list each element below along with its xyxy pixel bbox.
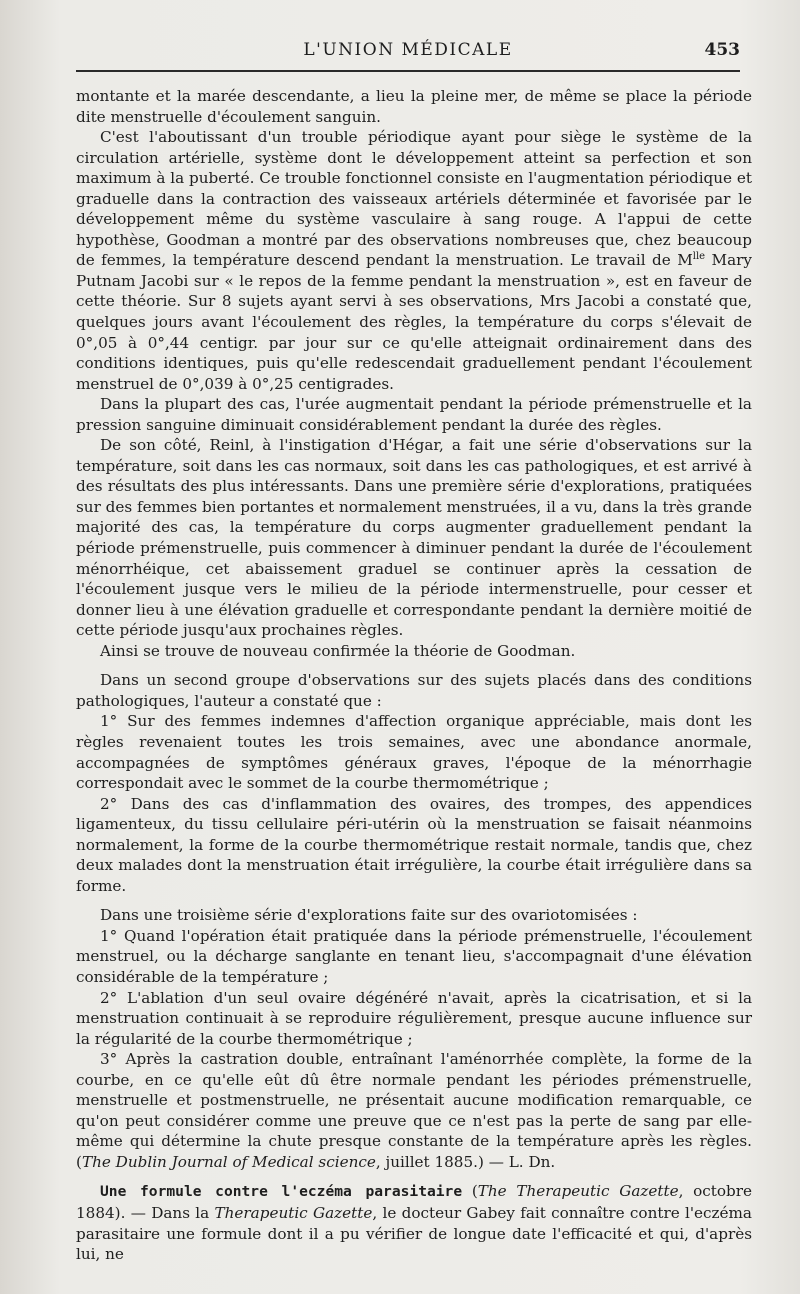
- paragraph-text: , juillet 1885.) — L. Dn.: [375, 1152, 556, 1171]
- paragraph-goodman: Ainsi se trouve de nouveau confirmée la théorie de Goodman.: [100, 641, 576, 660]
- journal-title: The Dublin Journal of Medical science: [81, 1152, 376, 1171]
- article-heading: Une formule contre l'eczéma parasitaire: [100, 1183, 463, 1201]
- journal-title: The Therapeutic Gazette: [477, 1182, 679, 1201]
- list-item-1b: 1° Quand l'opération était pratiquée dans la période prémenstruelle, l'écoulement menstruel, ou la décharge sanglante en tenant lieu, s'accompagnait d'une élévation considérable de la température ;: [76, 926, 752, 986]
- paragraph-circulation-theory: [76, 127, 752, 394]
- list-item-2b: 2° L'ablation d'un seul ovaire dégénéré n'avait, après la cicatrisation, et si la menstruation continuait à se reproduire régulièrement, presque aucune influence sur la régularité de la courbe thermométrique ;: [76, 988, 752, 1048]
- list-item-3b: [76, 1049, 752, 1172]
- paragraph-second-group: Dans un second groupe d'observations sur des sujets placés dans des conditions pathologiques, l'auteur a constaté que :: [76, 671, 752, 710]
- running-title: L'UNION MÉDICALE: [303, 40, 513, 60]
- paragraph-uree: Dans la plupart des cas, l'urée augmentait pendant la période prémenstruelle et la pression sanguine diminuait considérablement pendant la durée des règles.: [76, 395, 752, 434]
- paragraph-text: C'est l'aboutissant d'un trouble périodique ayant pour siège le système de la circulation artérielle, système dont le développement atteint sa perfection et son maximum à la puberté. Ce trouble fonctionnel consiste en l'augmentation périodique et graduelle dans la contraction des vaisseaux artériels déterminée et favorisée par le développement même du système vasculaire à sang rouge. A l'appui de cette hypothèse, Goodman a montré par des observations nombreuses que, chez beaucoup de femmes, la température descend pendant la menstruation. Le travail de M: [76, 128, 752, 270]
- header-rule: [76, 70, 740, 72]
- superscript: lle: [692, 251, 706, 263]
- paragraph-text: , octobre 1884). — Dans la: [76, 1182, 752, 1222]
- paragraph-third-series: Dans une troisième série d'explorations faite sur des ovariotomisées :: [100, 906, 638, 925]
- paragraph-text: 3° Après la castration double, entraînant l'aménorrhée complète, la forme de la courbe, en ce qu'elle eût dû être normale pendant les périodes prémenstruelle, menstruelle et postmenstruelle, ne présentait aucune modification remarquable, ce qu'on peut considérer comme une preuve que ce n'est pas la perte de sang par elle-même qui détermine la chute presque constante de la température après les règles. (: [76, 1050, 752, 1171]
- list-item-2: 2° Dans des cas d'inflammation des ovaires, des trompes, des appendices ligamenteux, du tissu cellulaire péri-utérin où la menstruation se faisait néanmoins normalement, la forme de la courbe thermométrique restait normale, tandis que, chez deux malades dont la menstruation était irrégulière, la courbe était irrégulière dans sa forme.: [76, 794, 752, 895]
- page-number: 453: [704, 40, 740, 60]
- paragraph-text: Mary Putnam Jacobi sur « le repos de la femme pendant la menstruation », est en faveur de cette théorie. Sur 8 sujets ayant servi à ses observations, Mrs Jacobi a constaté que, quelques jours avant l'écoulement des règles, la température du corps s'élevait de 0°,05 à 0°,44 centigr. par jour sur ce qu'elle atteignait ordinairement dans des conditions identiques, puis qu'elle redescendait graduellement pendant l'écoulement menstruel de 0°,039 à 0°,25 centigrades.: [76, 251, 752, 393]
- body-text: [76, 86, 752, 1265]
- paragraph-reinl: De son côté, Reinl, à l'instigation d'Hégar, a fait une série d'observations sur la température, soit dans les cas normaux, soit dans les cas pathologiques, et est arrivé à des résultats des plus intéressants. Dans une première série d'explorations, pratiquées sur des femmes bien portantes et normalement menstruées, il a vu, dans la très grande majorité des cas, la température du corps augmenter graduellement pendant la période prémenstruelle, puis commencer à diminuer pendant la durée de l'écoulement ménorrhéique, cet abaissement graduel se continuer après la cessation de l'écoulement jusque vers le milieu de la période intermenstruelle, pour cesser et donner lieu à une élévation graduelle et correspondante pendant la dernière moitié de cette période jusqu'aux prochaines règles.: [76, 436, 752, 640]
- article-eczema: [76, 1181, 752, 1264]
- paragraph-continuation: montante et la marée descendante, a lieu la pleine mer, de même se place la période dite menstruelle d'écoulement sanguin.: [76, 87, 752, 126]
- journal-title: Therapeutic Gazette: [214, 1203, 373, 1222]
- paragraph-text: , le docteur Gabey fait connaître contre l'eczéma parasitaire une formule dont il a pu vérifier de longue date l'efficacité et qui, d'après lui, ne: [76, 1203, 752, 1264]
- page-header: [76, 38, 740, 64]
- paragraph-text: (: [462, 1182, 478, 1201]
- list-item-1: 1° Sur des femmes indemnes d'affection organique appréciable, mais dont les règles revenaient toutes les trois semaines, avec une abondance anormale, accompagnées de symptômes généraux graves, l'époque de la ménorrhagie correspondait avec le sommet de la courbe thermométrique ;: [76, 712, 752, 793]
